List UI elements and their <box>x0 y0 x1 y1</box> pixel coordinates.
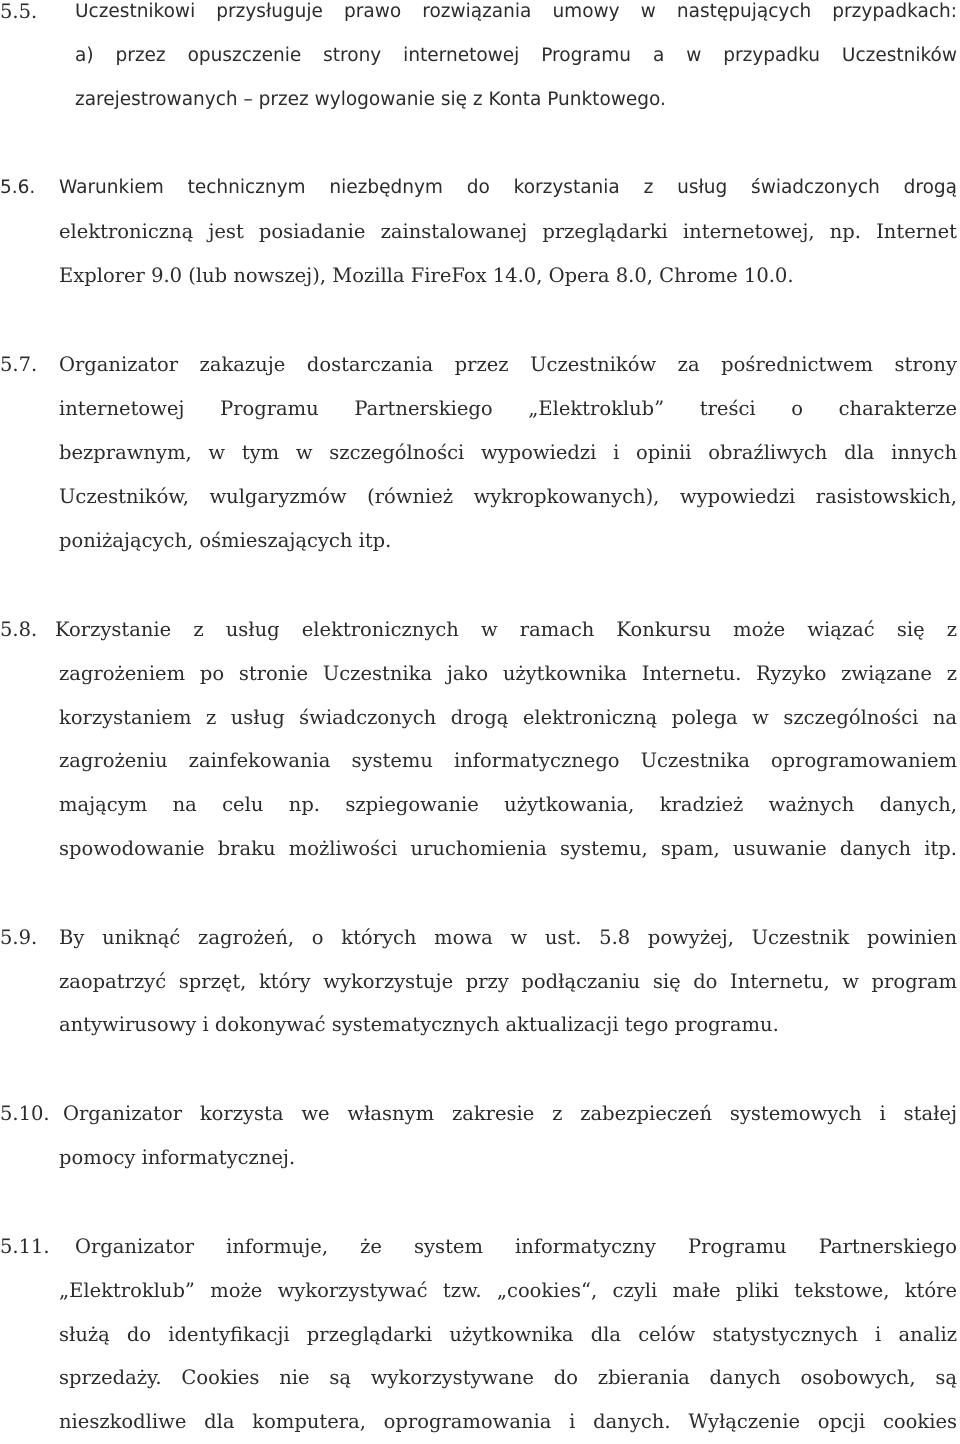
section-5-9-line-2 <box>0 960 960 1004</box>
section-number: 5.9. <box>0 926 38 949</box>
paragraph-line: zagrożeniu zainfekowania systemu informatycznego Uczestnika oprogramowaniem <box>59 749 957 772</box>
paragraph-line: poniżających, ośmieszających itp. <box>59 529 392 552</box>
section-5-10-line-1 <box>0 1092 960 1136</box>
paragraph-line: pomocy informatycznej. <box>59 1146 296 1169</box>
section-5-5-line-2 <box>0 34 960 78</box>
paragraph-line: Uczestników, wulgaryzmów (również wykropkowanych), wypowiedzi rasistowskich, <box>59 485 957 508</box>
paragraph-line: służą do identyfikacji przeglądarki użytkownika dla celów statystycznych i analiz <box>59 1323 957 1346</box>
paragraph-line: zagrożeniem po stronie Uczestnika jako użytkownika Internetu. Ryzyko związane z <box>59 662 957 685</box>
paragraph-line: antywirusowy i dokonywać systematycznych aktualizacji tego programu. <box>59 1013 779 1036</box>
section-number: 5.5. <box>0 0 38 23</box>
section-number: 5.7. <box>0 353 38 376</box>
section-5-11-line-3 <box>0 1313 960 1357</box>
section-5-8-line-5 <box>0 783 960 827</box>
section-5-9-line-3 <box>0 1003 960 1047</box>
section-5-8-line-4 <box>0 739 960 783</box>
paragraph-line: sprzedaży. Cookies nie są wykorzystywane do zbierania danych osobowych, są <box>59 1366 957 1389</box>
paragraph-line: Organizator zakazuje dostarczania przez Uczestników za pośrednictwem strony <box>59 353 957 376</box>
paragraph-line: bezprawnym, w tym w szczególności wypowiedzi i opinii obraźliwych dla innych <box>59 441 957 464</box>
paragraph-line: elektroniczną jest posiadanie zainstalowanej przeglądarki internetowej, np. Internet <box>59 220 957 243</box>
paragraph-line: Uczestnikowi przysługuje prawo rozwiązania umowy w następujących przypadkach: <box>75 1 957 22</box>
paragraph-line: Explorer 9.0 (lub nowszej), Mozilla FireFox 14.0, Opera 8.0, Chrome 10.0. <box>59 264 794 287</box>
paragraph-line: „Elektroklub” może wykorzystywać tzw. „cookies“, czyli małe pliki tekstowe, które <box>59 1279 957 1302</box>
section-5-8-line-2 <box>0 652 960 696</box>
paragraph-line: Warunkiem technicznym niezbędnym do korzystania z usług świadczonych drogą <box>59 177 957 198</box>
paragraph-line: a) przez opuszczenie strony internetowej Programu a w przypadku Uczestników <box>75 45 957 66</box>
section-5-6-line-3 <box>0 254 960 298</box>
section-5-8-line-6 <box>0 827 960 871</box>
section-number: 5.11. <box>0 1235 50 1258</box>
section-5-7-line-5 <box>0 519 960 563</box>
section-5-8-line-3 <box>0 696 960 740</box>
section-number: 5.10. <box>0 1102 50 1125</box>
paragraph-line: Organizator korzysta we własnym zakresie z zabezpieczeń systemowych i stałej <box>63 1102 957 1125</box>
paragraph-line: Organizator informuje, że system informatyczny Programu Partnerskiego <box>75 1235 957 1258</box>
paragraph-line: By uniknąć zagrożeń, o których mowa w ust. 5.8 powyżej, Uczestnik powinien <box>59 926 957 949</box>
section-5-6-line-1 <box>0 166 960 210</box>
paragraph-line: Korzystanie z usług elektronicznych w ramach Konkursu może wiązać się z <box>55 618 957 641</box>
paragraph-line: nieszkodliwe dla komputera, oprogramowania i danych. Wyłączenie opcji cookies <box>59 1410 957 1433</box>
paragraph-line: zarejestrowanych – przez wylogowanie się z Konta Punktowego. <box>75 89 666 110</box>
section-5-7-line-1 <box>0 343 960 387</box>
section-5-11-line-5 <box>0 1400 960 1444</box>
section-5-10-line-2 <box>0 1136 960 1180</box>
section-number: 5.8. <box>0 618 38 641</box>
section-5-7-line-4 <box>0 475 960 519</box>
paragraph-line: internetowej Programu Partnerskiego „Elektroklub” treści o charakterze <box>59 397 957 420</box>
section-5-7-line-2 <box>0 387 960 431</box>
paragraph-line: korzystaniem z usług świadczonych drogą elektroniczną polega w szczególności na <box>59 706 957 729</box>
section-5-11-line-4 <box>0 1356 960 1400</box>
section-5-11-line-1 <box>0 1225 960 1269</box>
section-5-11-line-2 <box>0 1269 960 1313</box>
section-5-8-line-1 <box>0 608 960 652</box>
section-5-9-line-1 <box>0 916 960 960</box>
section-5-6-line-2 <box>0 210 960 254</box>
paragraph-line: mającym na celu np. szpiegowanie użytkowania, kradzież ważnych danych, <box>59 793 957 816</box>
section-number: 5.6. <box>0 177 36 198</box>
paragraph-line: zaopatrzyć sprzęt, który wykorzystuje przy podłączaniu się do Internetu, w program <box>59 970 957 993</box>
section-5-5-line-3 <box>0 78 960 122</box>
paragraph-line: spowodowanie braku możliwości uruchomienia systemu, spam, usuwanie danych itp. <box>59 837 957 860</box>
section-5-7-line-3 <box>0 431 960 475</box>
section-5-5-line-1 <box>0 0 960 34</box>
